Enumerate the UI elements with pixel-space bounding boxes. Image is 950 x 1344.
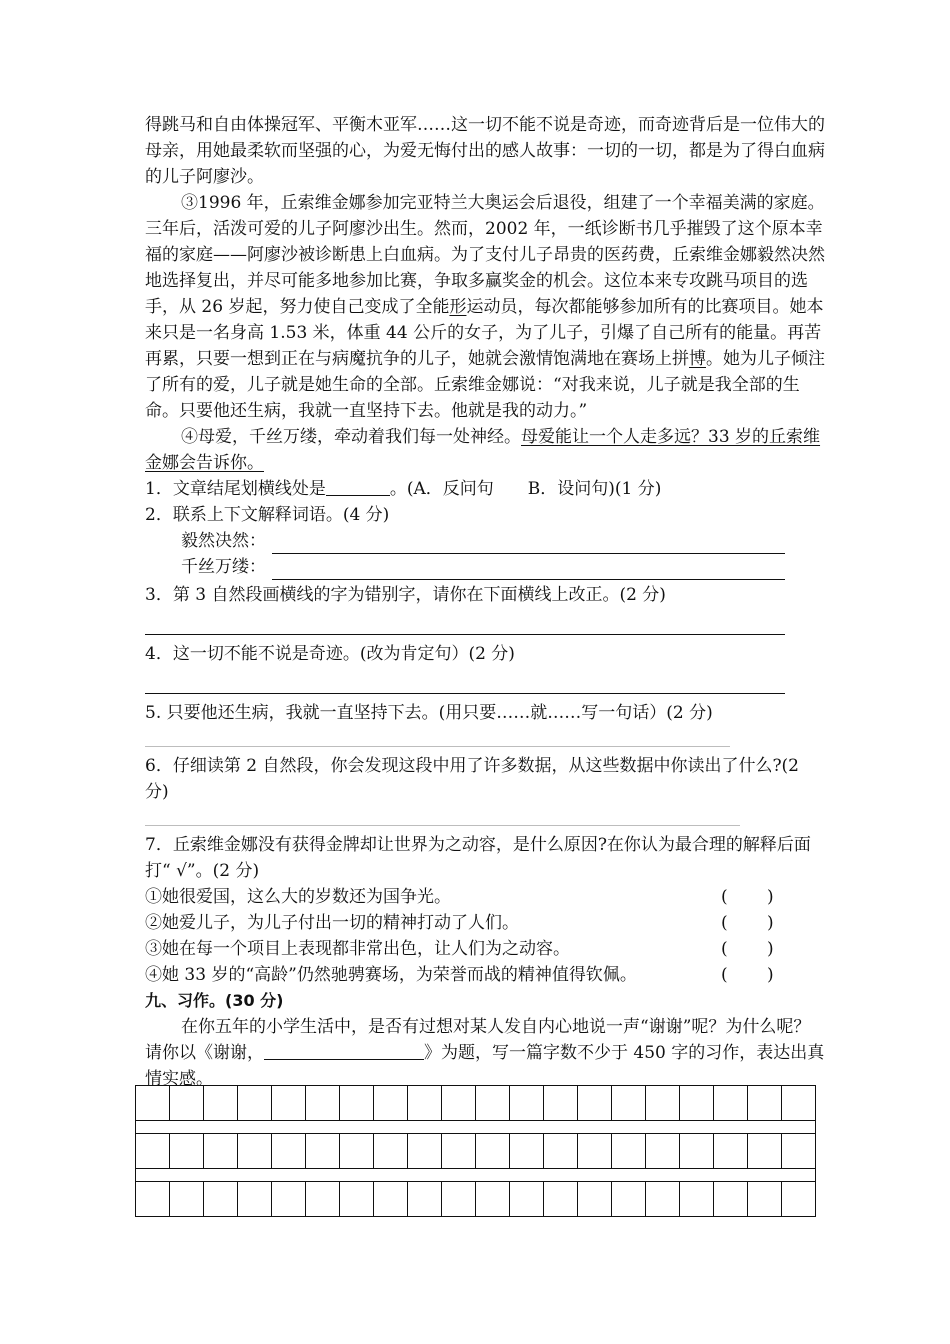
answer-line-q5[interactable]	[145, 746, 730, 747]
essay-title-blank[interactable]	[264, 1041, 424, 1060]
question-5: 5. 只要他还生病，我就一直坚持下去。(用只要……就……写一句话）(2 分)	[145, 703, 713, 723]
composition-grid[interactable]	[135, 1085, 816, 1217]
definition-row-2: 千丝万缕：	[145, 554, 825, 580]
grid-row[interactable]	[135, 1085, 816, 1120]
q7-option-4[interactable]: ④她 33 岁的“高龄”仍然驰骋赛场，为荣誉而战的精神值得钦佩。 ( )	[145, 962, 825, 988]
definition-row-1: 毅然决然：	[145, 528, 825, 554]
question-3: 3．第 3 自然段画横线的字为错别字，请你在下面横线上改正。(2 分)	[145, 585, 666, 605]
answer-line-term-2[interactable]	[272, 561, 785, 580]
q7-answer-box-3[interactable]: ( )	[721, 939, 774, 959]
answer-line-q6[interactable]	[145, 825, 740, 826]
grid-row[interactable]	[135, 1181, 816, 1217]
q7-option-3[interactable]: ③她在每一个项目上表现都非常出色，让人们为之动容。 ( )	[145, 936, 825, 962]
question-4: 4．这一切不能不说是奇迹。(改为肯定句）(2 分)	[145, 644, 515, 664]
q7-option-1[interactable]: ①她很爱国，这么大的岁数还为国争光。 ( )	[145, 884, 825, 910]
essay-prompt: 在你五年的小学生活中，是否有过想对某人发自内心地说一声“谢谢”呢？为什么呢？请你以《谢谢， 》为题，写一篇字数不少于 450 字的习作，表达出真情实感。	[145, 1017, 825, 1089]
answer-line-q4[interactable]	[145, 693, 785, 694]
exam-page	[145, 112, 825, 1092]
question-6: 6．仔细读第 2 自然段，你会发现这段中用了许多数据，从这些数据中你读出了什么?(2 分)	[145, 756, 800, 802]
answer-line-term-1[interactable]	[272, 535, 785, 554]
q7-answer-box-4[interactable]: ( )	[721, 965, 774, 985]
answer-line-q3[interactable]	[145, 634, 785, 635]
typo-char-1: 形	[449, 297, 467, 317]
essay-heading: 九、习作。(30 分)	[145, 991, 284, 1010]
grid-row-gap	[135, 1168, 816, 1181]
q7-answer-box-1[interactable]: ( )	[721, 887, 774, 907]
question-2: 2．联系上下文解释词语。(4 分)	[145, 505, 390, 525]
passage-paragraph-3: ③1996 年，丘索维金娜参加完亚特兰大奥运会后退役，组建了一个幸福美满的家庭。三年后，活泼可爱的儿子阿廖沙出生。然而，2002 年，一纸诊断书几乎摧毁了这个原本幸福的家庭——阿廖沙被诊断患上白血病。为了支付儿子昂贵的医药费，丘索维金娜毅然决然地选择复出，并尽可能多地参加比赛，争取多赢奖金的机会。这位本来专攻跳马项目的选手，从 26 岁起，努力使自己变成了全能形运动员，每次都能够参加所有的比赛项目。她本来只是一名身高 1.53 米，体重 44 公斤的女子，为了儿子，引爆了自己所有的能量。再苦再累，只要一想到正在与病魔抗争的儿子，她就会激情饱满地在赛场上拼博。她为儿子倾注了所有的爱，儿子就是她生命的全部。丘索维金娜说：“对我来说，儿子就是我全部的生命。只要他还生病，我就一直坚持下去。他就是我的动力。”	[145, 193, 825, 421]
typo-char-2: 博	[689, 349, 706, 369]
grid-row[interactable]	[135, 1133, 816, 1168]
q7-answer-box-2[interactable]: ( )	[721, 913, 774, 933]
q7-option-2[interactable]: ②她爱儿子，为儿子付出一切的精神打动了人们。 ( )	[145, 910, 825, 936]
question-1: 1．文章结尾划横线处是 。(A．反问句 B．设问句)(1 分)	[145, 479, 662, 499]
underlined-ending: 母爱能让一个人走多远？33 岁的丘索维金娜会告诉你。	[145, 427, 821, 473]
answer-blank-q1[interactable]	[326, 477, 390, 496]
passage-paragraph-4: ④母爱，千丝万缕，牵动着我们每一处神经。母爱能让一个人走多远？33 岁的丘索维金娜会告诉你。	[145, 427, 821, 473]
question-7: 7．丘索维金娜没有获得金牌却让世界为之动容，是什么原因?在你认为最合理的解释后面打“ √”。(2 分)	[145, 835, 811, 881]
grid-row-gap	[135, 1120, 816, 1133]
passage-paragraph-2-continued: 得跳马和自由体操冠军、平衡木亚军……这一切不能不说是奇迹，而奇迹背后是一位伟大的母亲，用她最柔软而坚强的心，为爱无悔付出的感人故事：一切的一切，都是为了得白血病的儿子阿廖沙。	[145, 115, 825, 187]
